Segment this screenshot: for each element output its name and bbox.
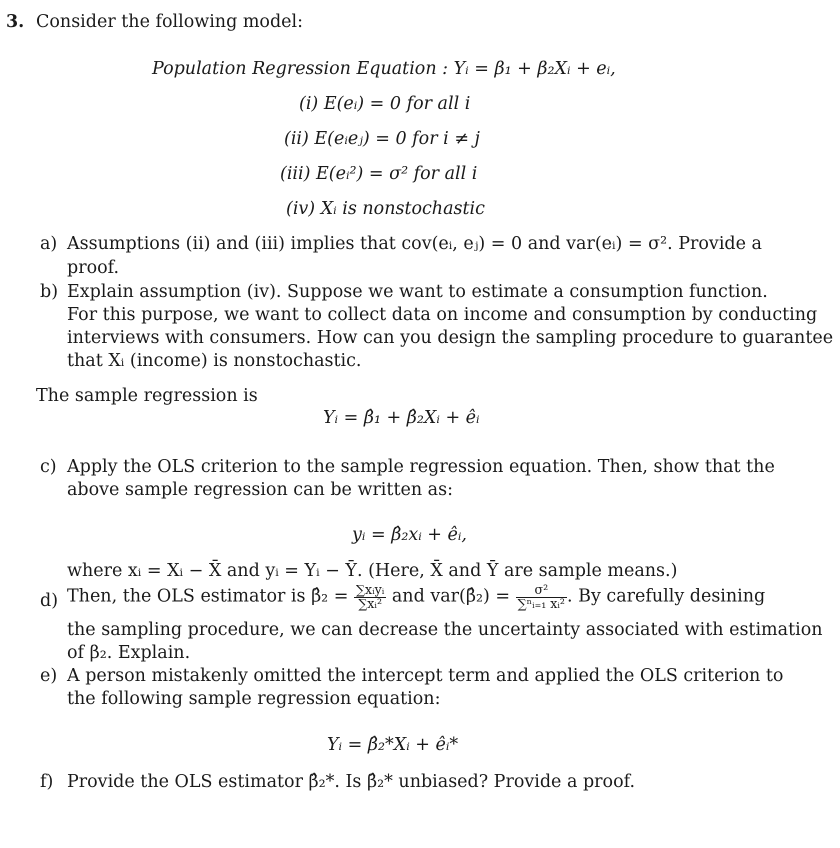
part-c-line-1: Apply the OLS criterion to the sample regression equation. Then, show that the — [67, 457, 775, 477]
ols-numerator: ∑xᵢyᵢ — [356, 582, 385, 597]
variance-denominator: ∑ⁿᵢ₌₁ xᵢ² — [517, 595, 565, 611]
part-b-line-4: that Xᵢ (income) is nonstochastic. — [67, 351, 362, 371]
sample-regression-equation: Yᵢ = β̂₁ + β̂₂Xᵢ + êᵢ — [323, 408, 480, 428]
sample-regression-intro: The sample regression is — [36, 386, 258, 406]
assumption-4: (iv) Xᵢ is nonstochastic — [286, 199, 485, 219]
assumption-1: (i) E(eᵢ) = 0 for all i — [299, 94, 471, 114]
question-intro: Consider the following model: — [36, 12, 304, 32]
part-d-line-1 — [67, 584, 765, 610]
part-b-line-1: Explain assumption (iv). Suppose we want to estimate a consumption function. — [67, 282, 768, 302]
part-a-label: a) — [40, 234, 58, 254]
part-c-label: c) — [40, 457, 57, 477]
ols-denominator: ∑xᵢ² — [358, 595, 382, 611]
deviation-equation: yᵢ = β̂₂xᵢ + êᵢ, — [352, 525, 467, 545]
part-e-label: e) — [40, 666, 58, 686]
part-b-line-2: For this purpose, we want to collect data on income and consumption by conducting — [67, 305, 818, 325]
part-d-line-2: the sampling procedure, we can decrease the uncertainty associated with estimation — [67, 620, 823, 640]
part-d-line-3: of β₂. Explain. — [67, 643, 191, 663]
part-a-line-2: proof. — [67, 258, 120, 278]
part-e-line-2: the following sample regression equation: — [67, 689, 441, 709]
part-f-line-1: Provide the OLS estimator β̂₂*. Is β̂₂* unbiased? Provide a proof. — [67, 772, 636, 792]
part-d-tail: . By carefully desining — [566, 586, 766, 607]
part-d-label: d) — [40, 591, 59, 611]
variance-fraction — [516, 584, 567, 610]
ols-estimator-text: Then, the OLS estimator is β̂₂ = — [67, 586, 349, 607]
assumption-3: (iii) E(eᵢ²) = σ² for all i — [280, 164, 478, 184]
part-b-label: b) — [40, 282, 59, 302]
part-b-line-3: interviews with consumers. How can you design the sampling procedure to guarantee — [67, 328, 834, 348]
part-c-line-2: above sample regression can be written as: — [67, 480, 453, 500]
no-intercept-equation: Yᵢ = β̂₂*Xᵢ + êᵢ* — [327, 735, 459, 755]
assumption-2: (ii) E(eᵢeⱼ) = 0 for i ≠ j — [284, 129, 480, 149]
variance-numerator: σ² — [516, 584, 567, 598]
variance-text: and var(β̂₂) = — [391, 586, 511, 607]
ols-estimator-fraction — [354, 584, 386, 610]
part-f-label: f) — [40, 772, 54, 792]
part-e-line-1: A person mistakenly omitted the intercept term and applied the OLS criterion to — [67, 666, 784, 686]
part-c-where: where xᵢ = Xᵢ − X̄ and yᵢ = Yᵢ − Ȳ. (Here, X̄ and Ȳ are sample means.) — [67, 561, 678, 581]
population-equation: Population Regression Equation : Yᵢ = β₁ + β₂Xᵢ + eᵢ, — [152, 59, 616, 79]
part-a-line-1: Assumptions (ii) and (iii) implies that cov(eᵢ, eⱼ) = 0 and var(eᵢ) = σ². Provide a — [67, 234, 762, 254]
question-number: 3. — [6, 12, 25, 32]
